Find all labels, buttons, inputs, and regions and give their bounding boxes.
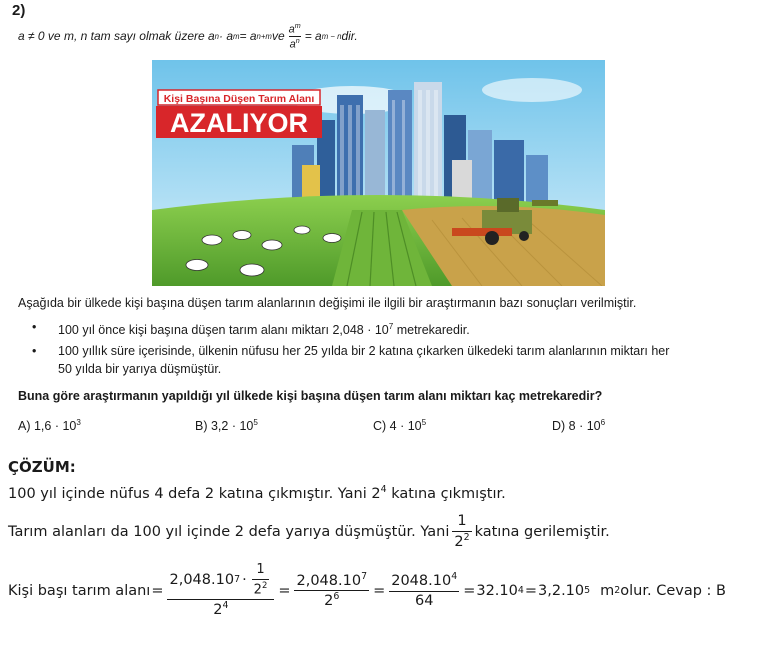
bullet-item bbox=[32, 318, 747, 339]
banner-small-text: Kişi Başına Düşen Tarım Alanı bbox=[163, 93, 315, 105]
frac-num: 1 bbox=[457, 513, 467, 529]
option-exp: 5 bbox=[253, 418, 258, 427]
equals-sign: = bbox=[463, 582, 476, 599]
frac-den: 2 bbox=[213, 601, 223, 618]
frac-num-exp: m bbox=[294, 22, 301, 30]
equals-sign: = bbox=[151, 582, 164, 599]
rule-text: ve bbox=[271, 29, 285, 44]
bullet-dot: • bbox=[32, 344, 37, 358]
frac-num: 2048.10 bbox=[391, 572, 452, 589]
question-number: 2) bbox=[12, 2, 26, 19]
fraction-step-1 bbox=[167, 562, 274, 620]
equals-sign: = bbox=[373, 582, 386, 599]
rule-text: · a bbox=[219, 29, 234, 44]
result-1: 32.10 bbox=[476, 582, 518, 599]
rule-text: = a bbox=[239, 29, 257, 44]
bullet-text: metrekaredir. bbox=[393, 323, 470, 338]
result-2-exp: 5 bbox=[584, 585, 591, 597]
solution-text: 100 yıl içinde nüfus 4 defa 2 katına çıkmıştır. Yani 2 bbox=[8, 485, 381, 502]
unit-exp: 2 bbox=[614, 585, 621, 597]
frac-num-exp: 4 bbox=[451, 571, 458, 583]
frac-den: 2 bbox=[253, 582, 262, 598]
bullet-exp: 7 bbox=[388, 322, 394, 331]
frac-den-exp: 2 bbox=[463, 531, 470, 543]
option-text: D) 8 · 10 bbox=[552, 419, 601, 434]
frac-num: 2,048.10 bbox=[296, 572, 362, 589]
solution-text: katına gerilemiştir. bbox=[474, 523, 610, 540]
option-text: A) 1,6 · 10 bbox=[18, 419, 77, 434]
frac-den-exp: 2 bbox=[261, 579, 268, 590]
fraction-step-3 bbox=[389, 571, 459, 611]
frac-den: a bbox=[289, 38, 296, 51]
rule-exp: n+m bbox=[256, 31, 272, 41]
option-text: B) 3,2 · 10 bbox=[195, 419, 254, 434]
frac-num-exp: 7 bbox=[361, 570, 368, 582]
option-a[interactable] bbox=[18, 418, 81, 433]
bullet-item bbox=[32, 342, 747, 378]
answer-text: olur. Cevap : B bbox=[620, 582, 726, 599]
frac-den-exp: n bbox=[295, 36, 300, 45]
banner-big-text: AZALIYOR bbox=[170, 108, 308, 138]
solution-line-3 bbox=[8, 562, 726, 620]
frac-num-exp: 7 bbox=[234, 574, 241, 586]
option-b[interactable] bbox=[195, 418, 258, 433]
result-1-exp: 4 bbox=[517, 585, 524, 597]
option-exp: 3 bbox=[76, 418, 81, 427]
solution-exp: 4 bbox=[380, 484, 387, 495]
dot: · bbox=[242, 572, 247, 589]
bullet-dot: • bbox=[32, 320, 37, 334]
frac-num: 2,048.10 bbox=[169, 572, 235, 589]
unit: m bbox=[600, 582, 615, 599]
bullet-text: 50 yılda bir yarıya düşmüştür. bbox=[58, 362, 222, 376]
bullet-text: 100 yıllık süre içerisinde, ülkenin nüfusu her 25 yılda bir 2 katına çıkarken ülkedeki tarım alanlarının miktarı her bbox=[58, 344, 670, 358]
rule-text: = a bbox=[304, 29, 322, 44]
frac-den-exp: 4 bbox=[222, 600, 229, 612]
result-2: 3,2.10 bbox=[538, 582, 585, 599]
equals-sign: = bbox=[278, 582, 291, 599]
solution-label: Kişi başı tarım alanı bbox=[8, 582, 151, 599]
option-c[interactable] bbox=[373, 418, 426, 433]
solution-title: ÇÖZÜM: bbox=[8, 458, 76, 476]
solution-line-1 bbox=[8, 484, 506, 502]
frac-den: 2 bbox=[454, 533, 464, 550]
rule-prefix: a ≠ 0 ve m, n tam sayı olmak üzere a bbox=[18, 29, 215, 44]
frac-den: 64 bbox=[414, 592, 434, 609]
intro-text: Aşağıda bir ülkede kişi başına düşen tarım alanlarının değişimi ile ilgili bir araştırmanın bazı sonuçları verilmiştir. bbox=[18, 296, 637, 310]
rule-exp: m − n bbox=[321, 31, 342, 41]
solution-text: Tarım alanları da 100 yıl içinde 2 defa yarıya düşmüştür. Yani bbox=[8, 523, 450, 540]
banner bbox=[156, 90, 322, 138]
illustration-city-farmland bbox=[152, 60, 605, 286]
frac-den: 2 bbox=[324, 593, 334, 610]
frac-num: 1 bbox=[256, 562, 265, 577]
question-text: Buna göre araştırmanın yapıldığı yıl ülkede kişi başına düşen tarım alanı miktarı kaç metrekaredir? bbox=[18, 389, 603, 403]
frac-den-exp: 6 bbox=[333, 591, 340, 603]
option-exp: 5 bbox=[421, 418, 427, 427]
option-exp: 6 bbox=[600, 418, 606, 427]
rule-exp: m bbox=[233, 31, 240, 41]
fraction-step-2 bbox=[294, 571, 369, 611]
solution-line-2 bbox=[8, 512, 610, 552]
fraction-one-over-four bbox=[452, 512, 471, 552]
frac-num: a bbox=[288, 23, 295, 36]
option-d[interactable] bbox=[552, 418, 605, 433]
rule-suffix: dir. bbox=[341, 29, 358, 44]
inner-fraction bbox=[252, 562, 270, 599]
rule-exp: n bbox=[214, 31, 220, 41]
illustration-svg bbox=[152, 60, 605, 286]
equals-sign: = bbox=[524, 582, 538, 599]
solution-text: katına çıkmıştır. bbox=[386, 485, 506, 502]
bullet-text: 100 yıl önce kişi başına düşen tarım alanı miktarı 2,048 · 10 bbox=[58, 323, 389, 338]
option-text: C) 4 · 10 bbox=[373, 419, 422, 434]
exponent-rule bbox=[18, 22, 358, 50]
rule-fraction bbox=[289, 22, 301, 50]
